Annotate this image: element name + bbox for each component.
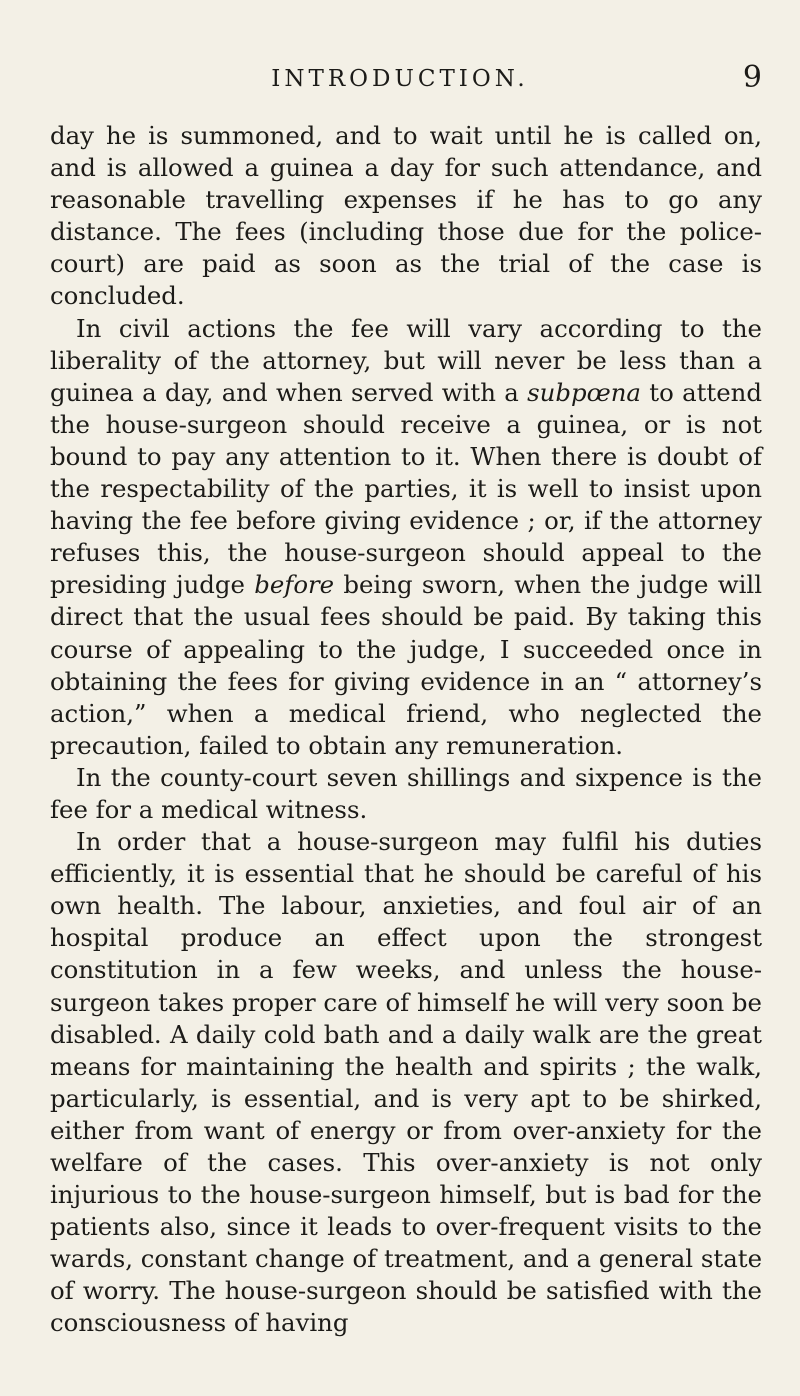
paragraph-3: In the county-court seven shillings and sixpence is the fee for a medical witness. bbox=[50, 762, 762, 824]
paragraph-4: In order that a house-surgeon may fulfil his duties efficiently, it is essential that he should be careful of his own health. The labour, anxieties, and foul air of an hospital produce an effect upon the strongest constitution in a few weeks, and unless the house-surgeon takes proper care of himself he will very soon be disabled. A daily cold bath and a daily walk are the great means for maintaining the health and spirits ; the walk, particularly, is essential, and is very apt to be shirked, either from want of energy or from over-anxiety for the welfare of the cases. This over-anxiety is not only injurious to the house-surgeon himself, but is bad for the patients also, since it leads to over-frequent visits to the wards, constant change of treatment, and a general state of worry. The house-surgeon should be satisfied with the consciousness of having bbox=[50, 827, 762, 1338]
paragraph-2-italic-subpoena: subpœna bbox=[527, 377, 641, 407]
paragraph-2-text-a: In civil actions the fee will vary according to the liberality of the attorney, but will never be less than a guinea a day, and when served with a bbox=[50, 313, 762, 407]
body-text bbox=[50, 120, 762, 1340]
paragraph-2-text-c: being sworn, when the judge will direct that the usual fees should be paid. By taking this course of appealing to the judge, I succeeded once in obtaining the fees for giving evidence in an “ attorney’s action,” when a medical friend, who neglected the precaution, failed to obtain any remuneration. bbox=[50, 570, 762, 760]
paragraph-2-italic-before: before bbox=[254, 570, 335, 600]
paragraph-1: day he is summoned, and to wait until he is called on, and is allowed a guinea a day for such attendance, and reasonable travelling expenses if he has to go any distance. The fees (including those due for the police-court) are paid as soon as the trial of the case is concluded. bbox=[50, 121, 762, 311]
paragraph-2-text-b: to attend the house-surgeon should receive a guinea, or is not bound to pay any attention to it. When there is doubt of the respectability of the parties, it is well to insist upon having the fee before giving evidence ; or, if the attorney refuses this, the house-surgeon should appeal to the presiding judge bbox=[50, 377, 762, 600]
paragraph-2 bbox=[50, 313, 762, 762]
running-head bbox=[0, 60, 800, 100]
running-title: INTRODUCTION. bbox=[271, 66, 529, 92]
page-number: 9 bbox=[742, 60, 762, 95]
